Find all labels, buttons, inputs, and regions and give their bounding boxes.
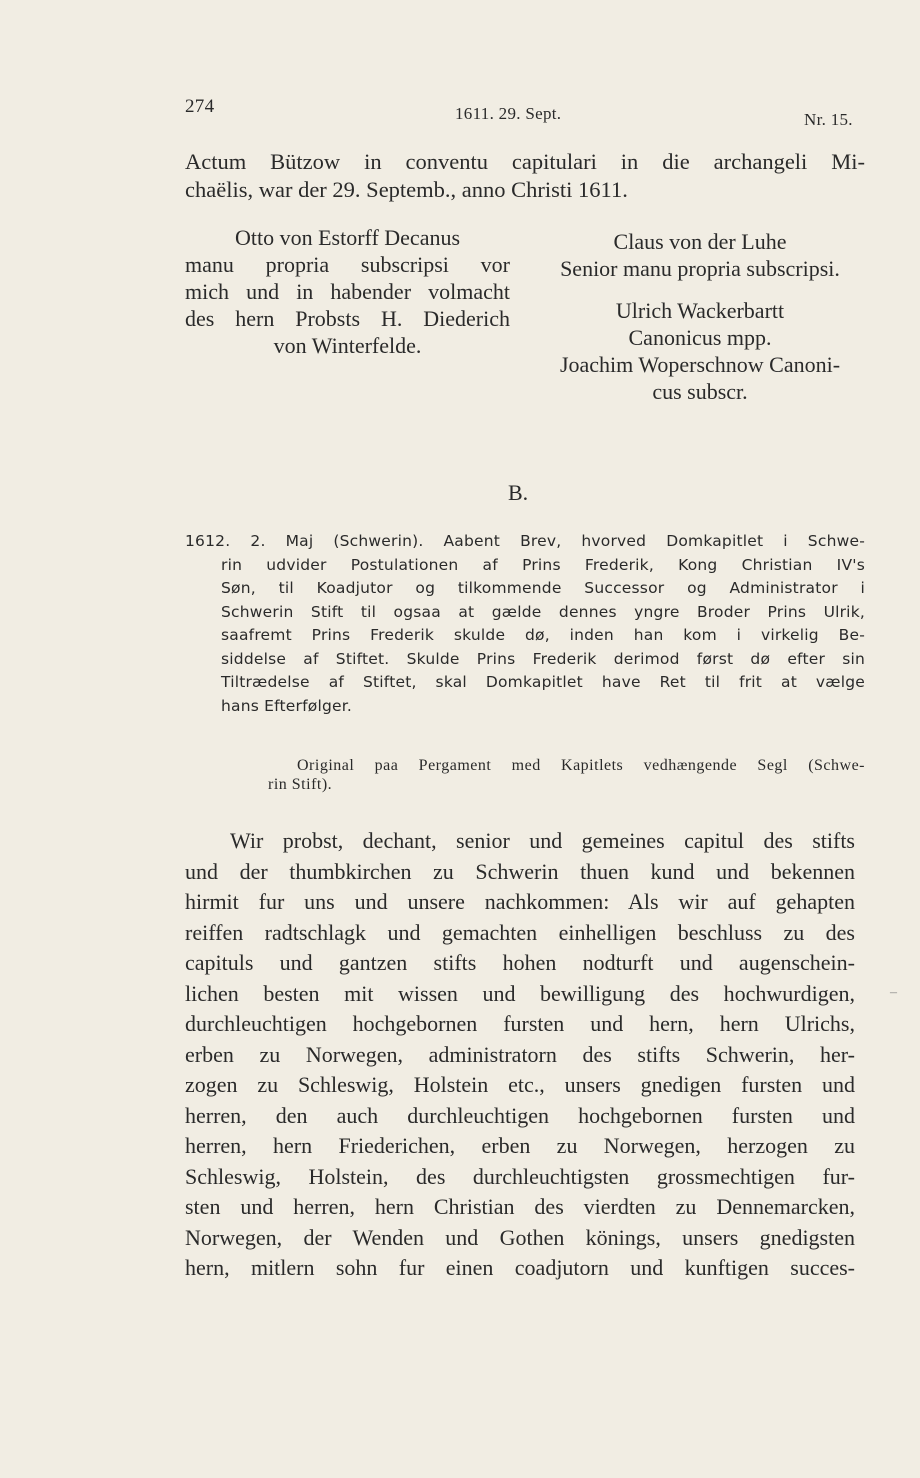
body-line: erben zu Norwegen, administratorn des stifts Schwerin, her- — [185, 1041, 855, 1067]
margin-mark: – — [890, 985, 897, 1000]
regest-line: saafremt Prins Frederik skulde dø, inden han kom i virkelig Be- — [221, 626, 865, 644]
regest-line: Schwerin Stift til ogsaa at gælde dennes yngre Broder Prins Ulrik, — [221, 602, 865, 621]
actum-paragraph — [185, 148, 865, 204]
signature-line: Claus von der Luhe — [613, 229, 787, 254]
body-line: durchleuchtigen hochgebornen fursten und hern, hern Ulrichs, — [185, 1011, 855, 1036]
body-line: herren, den auch durchleuchtigen hochgebornen fursten und — [185, 1102, 855, 1128]
signature-line: Canonicus mpp. — [628, 325, 772, 350]
signature-line: des hern Probsts H. Diederich — [185, 306, 510, 331]
signature-line: mich und in habender volmacht — [185, 279, 510, 304]
body-line: zogen zu Schleswig, Holstein etc., unsers gnedigen fursten und — [185, 1072, 855, 1097]
signature-spacer — [535, 282, 865, 297]
signature-line: Ulrich Wackerbartt — [615, 298, 785, 323]
signature-right — [535, 228, 865, 405]
regest-paragraph — [185, 530, 865, 718]
signature-line: von Winterfelde. — [273, 333, 422, 358]
document-body — [185, 826, 855, 1284]
body-line: capituls und gantzen stifts hohen nodturft und augenschein- — [185, 950, 855, 975]
document-number: Nr. 15. — [804, 110, 853, 129]
source-note — [268, 756, 865, 794]
body-line: hern, mitlern sohn fur einen coadjutorn und kunftigen succes- — [185, 1255, 855, 1280]
page-number: 274 — [185, 96, 215, 117]
regest-line: Tiltrædelse af Stiftet, skal Domkapitlet have Ret til frit at vælge — [221, 673, 865, 691]
source-line: Original paa Pergament med Kapitlets vedhængende Segl (Schwe- — [297, 757, 865, 774]
regest-line: 1612. 2. Maj (Schwerin). Aabent Brev, hvorved Domkapitlet i Schwe- — [185, 532, 865, 550]
source-line: rin Stift). — [268, 776, 333, 793]
signature-line: manu propria subscripsi vor — [185, 252, 510, 277]
signature-line: Senior manu propria subscripsi. — [560, 256, 840, 281]
body-line: herren, hern Friederichen, erben zu Norwegen, herzogen zu — [185, 1133, 855, 1158]
body-line: hirmit fur uns und unsere nachkommen: Als wir auf gehapten — [185, 889, 855, 914]
regest-line: rin udvider Postulationen af Prins Frederik, Kong Christian IV's — [221, 555, 865, 574]
actum-line: chaëlis, war der 29. Septemb., anno Christi 1611. — [185, 177, 628, 202]
body-line: und der thumbkirchen zu Schwerin thuen kund und bekennen — [185, 858, 855, 884]
signature-line: Otto von Estorff Decanus — [234, 225, 461, 250]
signature-left — [185, 224, 510, 359]
signature-line: Joachim Woperschnow Canoni- — [559, 352, 841, 377]
body-line: Norwegen, der Wenden und Gothen könings, unsers gnedigsten — [185, 1224, 855, 1250]
body-line: lichen besten mit wissen und bewilligung des hochwurdigen, — [185, 980, 855, 1006]
regest-line: Søn, til Koadjutor og tilkommende Successor og Administrator i — [221, 579, 865, 597]
section-label: B. — [508, 480, 529, 505]
signature-line: cus subscr. — [652, 379, 748, 404]
body-line: reiffen radtschlagk und gemachten einhelligen beschluss zu des — [185, 919, 855, 945]
regest-line: hans Efterfølger. — [221, 696, 353, 715]
regest-line: siddelse af Stiftet. Skulde Prins Frederik derimod først dø efter sin — [221, 649, 865, 668]
body-line: sten und herren, hern Christian des vierdten zu Dennemarcken, — [185, 1194, 855, 1219]
body-line: Wir probst, dechant, senior und gemeines capitul des stifts — [230, 828, 855, 853]
running-head-date: 1611. 29. Sept. — [455, 104, 562, 123]
body-line: Schleswig, Holstein, des durchleuchtigsten grossmechtigen fur- — [185, 1163, 855, 1189]
actum-line: Actum Bützow in conventu capitulari in die archangeli Mi- — [185, 149, 865, 174]
